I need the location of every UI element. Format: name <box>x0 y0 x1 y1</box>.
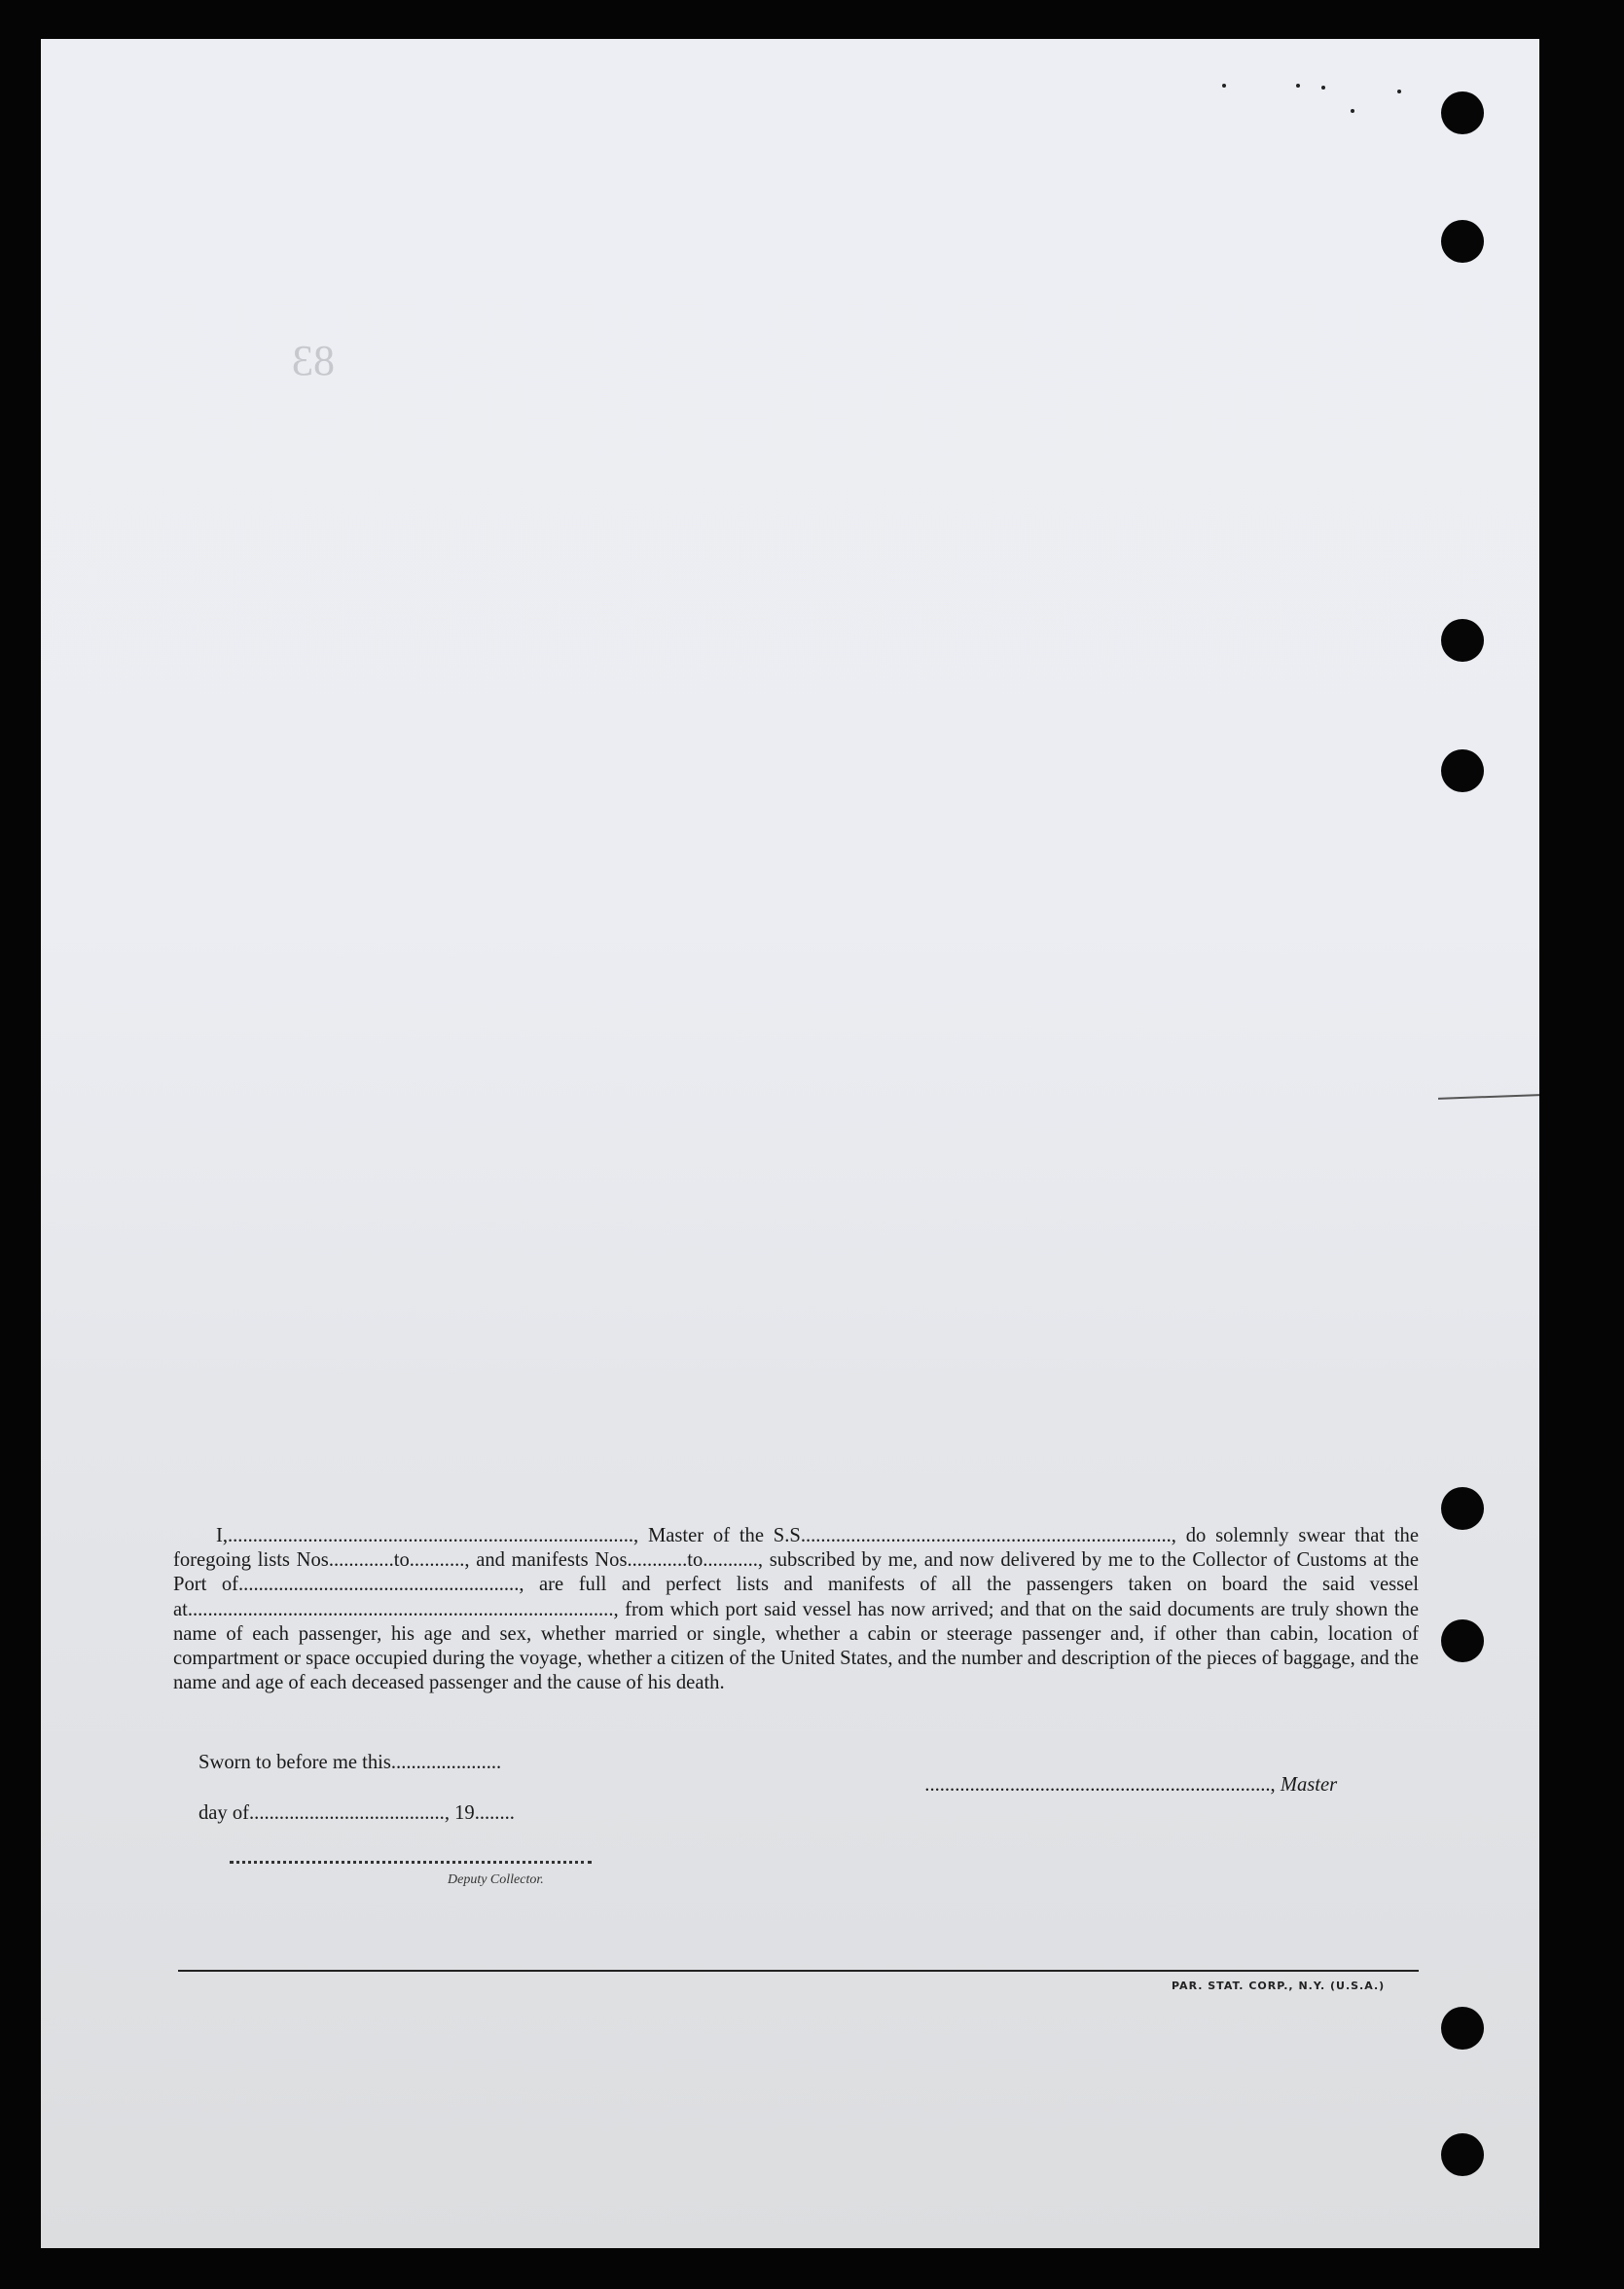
binder-hole <box>1441 2133 1484 2176</box>
ink-speck <box>1397 90 1401 93</box>
binder-hole <box>1441 2007 1484 2050</box>
printer-imprint: PAR. STAT. CORP., N.Y. (U.S.A.) <box>1172 1980 1386 1992</box>
faint-page-number: 83 <box>292 337 335 384</box>
binder-hole <box>1441 619 1484 662</box>
master-dots: ....................................................................., <box>924 1774 1276 1796</box>
oath-paragraph <box>173 1524 1419 1695</box>
binder-hole <box>1441 220 1484 263</box>
ink-speck <box>1296 84 1300 88</box>
binder-hole <box>1441 1487 1484 1530</box>
ink-speck <box>1321 86 1325 90</box>
binder-hole <box>1441 749 1484 792</box>
footer-rule <box>178 1970 1419 1972</box>
ink-speck <box>1351 109 1354 113</box>
deputy-signature-line <box>230 1861 592 1864</box>
sworn-line: Sworn to before me this...................... <box>198 1752 502 1773</box>
ink-speck <box>1222 84 1226 88</box>
binder-hole <box>1441 91 1484 134</box>
master-label: Master <box>1280 1774 1338 1796</box>
master-signature-line <box>915 1752 1337 1797</box>
binder-hole <box>1441 1619 1484 1662</box>
manifest-page <box>41 39 1539 2248</box>
day-line: day of......................................., 19........ <box>198 1802 515 1824</box>
deputy-collector-label: Deputy Collector. <box>448 1872 544 1887</box>
oath-text: I,................................................................................., Master of the S.S.........................................................................., do solemnly swear that the foregoing lists Nos.............to..........., and manifests Nos............to..........., subscribed by me, and now delivered by me to the Collector of Customs at the Port of........................................................, are full and perfect lists and manifests of all the passengers taken on board the said vessel at....................................................................................., from which port said vessel has now arrived; and that on the said documents are truly shown the name of each passenger, his age and sex, whether married or single, whether a cabin or steerage passenger and, if other than cabin, location of compartment or space occupied during the voyage, whether a citizen of the United States, and the number and description of the pieces of baggage, and the name and age of each deceased passenger and the cause of his death. <box>173 1525 1419 1694</box>
